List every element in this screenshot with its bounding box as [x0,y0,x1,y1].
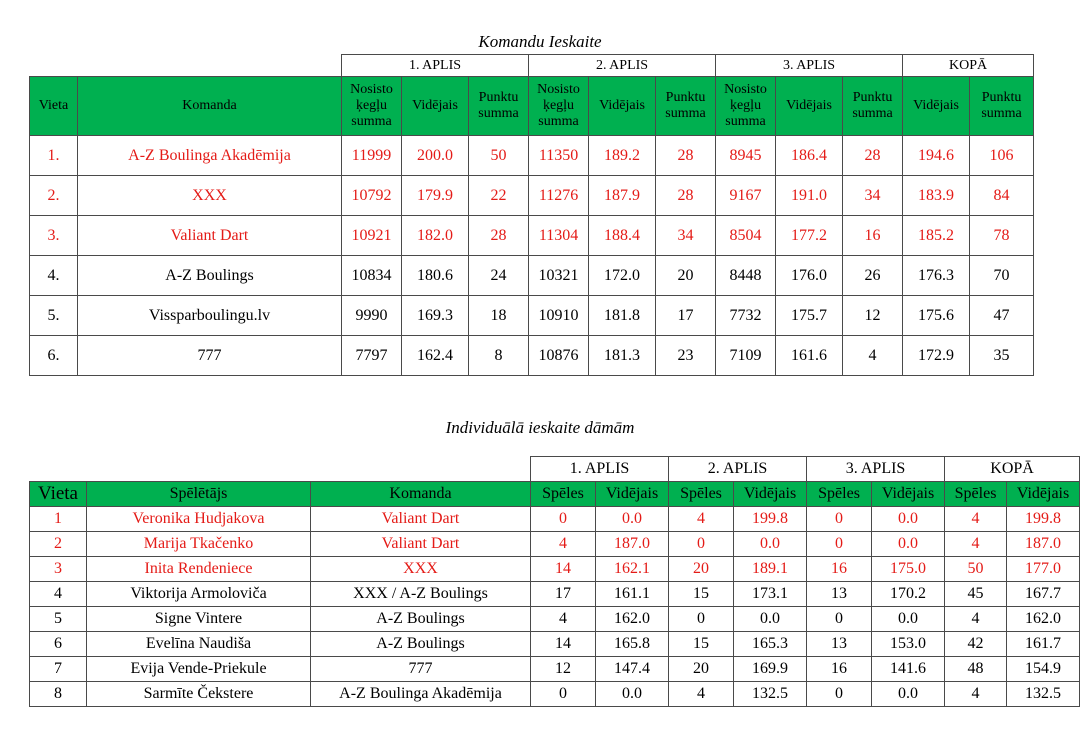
cell-average: 162.0 [1007,607,1080,632]
cell-place: 5 [30,607,87,632]
cell-games: 20 [669,657,734,682]
cell-pins: 10321 [529,256,589,296]
table-row [30,632,1080,657]
cell-games: 0 [807,532,872,557]
cell-points: 28 [843,136,903,176]
cell-team: Vissparboulingu.lv [78,296,342,336]
header-line: summa [538,114,579,129]
table-row [30,557,1080,582]
cell-pins: 9990 [342,296,402,336]
cell-place: 4. [30,256,78,296]
cell-average: 188.4 [589,216,656,256]
header-punktu-summa [656,77,716,136]
cell-pins: 10834 [342,256,402,296]
cell-average: 177.2 [776,216,843,256]
team-standings-title: Komandu Ieskaite [478,32,602,51]
table-row [30,296,1034,336]
cell-team: A-Z Boulings [78,256,342,296]
cell-games: 20 [669,557,734,582]
cell-games: 4 [669,682,734,707]
cell-total-points: 78 [970,216,1034,256]
cell-average: 165.3 [734,632,807,657]
header-punktu-summa [469,77,529,136]
header-videjais: Vidējais [903,77,970,136]
cell-total-average: 185.2 [903,216,970,256]
cell-total-average: 194.6 [903,136,970,176]
cell-points: 50 [469,136,529,176]
cell-pins: 7109 [716,336,776,376]
cell-pins: 8504 [716,216,776,256]
header-nosisto-keglu-summa [529,77,589,136]
cell-total-points: 35 [970,336,1034,376]
header-vieta: Vieta [30,77,78,136]
cell-player: Marija Tkačenko [87,532,311,557]
cell-average: 162.4 [402,336,469,376]
cell-games: 15 [669,632,734,657]
group-round-3: 3. APLIS [716,55,903,77]
header-videjais: Vidējais [1007,482,1080,507]
cell-average: 0.0 [734,607,807,632]
cell-games: 4 [669,507,734,532]
cell-place: 7 [30,657,87,682]
header-komanda: Komanda [78,77,342,136]
header-line: Punktu [665,90,706,105]
cell-games: 0 [531,682,596,707]
table-row [30,507,1080,532]
cell-place: 3 [30,557,87,582]
cell-games: 16 [807,657,872,682]
header-line: Nosisto [537,82,580,97]
cell-average: 181.3 [589,336,656,376]
cell-games: 50 [945,557,1007,582]
cell-average: 162.1 [596,557,669,582]
cell-average: 173.1 [734,582,807,607]
header-line: Punktu [981,90,1022,105]
cell-points: 12 [843,296,903,336]
header-speles: Spēles [669,482,734,507]
header-line: summa [981,106,1022,121]
cell-points: 34 [656,216,716,256]
cell-average: 199.8 [1007,507,1080,532]
table-row [30,607,1080,632]
cell-average: 141.6 [872,657,945,682]
cell-average: 0.0 [872,532,945,557]
cell-player: Signe Vintere [87,607,311,632]
group-round-1: 1. APLIS [531,457,669,482]
cell-total-points: 47 [970,296,1034,336]
cell-place: 8 [30,682,87,707]
cell-average: 176.0 [776,256,843,296]
cell-average: 180.6 [402,256,469,296]
header-videjais: Vidējais [776,77,843,136]
header-line: summa [478,106,519,121]
header-nosisto-keglu-summa [716,77,776,136]
cell-team: 777 [311,657,531,682]
group-round-3: 3. APLIS [807,457,945,482]
group-round-2: 2. APLIS [529,55,716,77]
cell-pins: 10876 [529,336,589,376]
cell-average: 153.0 [872,632,945,657]
cell-average: 154.9 [1007,657,1080,682]
cell-games: 45 [945,582,1007,607]
cell-games: 4 [531,532,596,557]
women-individual-table [29,456,1080,707]
cell-place: 6. [30,336,78,376]
cell-games: 0 [531,507,596,532]
header-line: Punktu [852,90,893,105]
cell-points: 20 [656,256,716,296]
table-row [30,136,1034,176]
cell-average: 200.0 [402,136,469,176]
header-komanda: Komanda [311,482,531,507]
cell-games: 4 [531,607,596,632]
header-nosisto-keglu-summa [342,77,402,136]
cell-pins: 8448 [716,256,776,296]
cell-team: XXX / A-Z Boulings [311,582,531,607]
round-group-header-row [30,457,1080,482]
cell-average: 179.9 [402,176,469,216]
cell-player: Sarmīte Čekstere [87,682,311,707]
cell-pins: 11276 [529,176,589,216]
table-row [30,176,1034,216]
cell-pins: 11350 [529,136,589,176]
cell-pins: 10910 [529,296,589,336]
header-line: ķegļu [355,98,388,113]
cell-pins: 11999 [342,136,402,176]
cell-games: 0 [807,507,872,532]
cell-pins: 11304 [529,216,589,256]
cell-total-points: 84 [970,176,1034,216]
cell-team: XXX [78,176,342,216]
table-row [30,582,1080,607]
cell-pins: 9167 [716,176,776,216]
header-line: Punktu [478,90,519,105]
column-header-row [30,482,1080,507]
cell-average: 0.0 [872,507,945,532]
cell-games: 14 [531,557,596,582]
cell-games: 13 [807,632,872,657]
cell-points: 4 [843,336,903,376]
cell-games: 0 [669,532,734,557]
cell-points: 26 [843,256,903,296]
cell-average: 191.0 [776,176,843,216]
cell-place: 1. [30,136,78,176]
cell-place: 1 [30,507,87,532]
cell-total-average: 175.6 [903,296,970,336]
cell-games: 14 [531,632,596,657]
header-punktu-summa [843,77,903,136]
cell-team: Valiant Dart [78,216,342,256]
header-speles: Spēles [531,482,596,507]
team-standings-table [29,54,1034,376]
cell-games: 12 [531,657,596,682]
cell-average: 187.0 [596,532,669,557]
cell-average: 132.5 [1007,682,1080,707]
table-row [30,682,1080,707]
cell-average: 182.0 [402,216,469,256]
header-videjais: Vidējais [734,482,807,507]
cell-games: 4 [945,507,1007,532]
header-line: summa [852,106,893,121]
cell-points: 28 [656,176,716,216]
cell-average: 0.0 [596,682,669,707]
cell-games: 4 [945,682,1007,707]
header-videjais: Vidējais [589,77,656,136]
cell-average: 189.2 [589,136,656,176]
cell-average: 169.3 [402,296,469,336]
cell-total-average: 172.9 [903,336,970,376]
cell-team: A-Z Boulings [311,607,531,632]
group-total: KOPĀ [903,55,1034,77]
table-row [30,657,1080,682]
cell-points: 34 [843,176,903,216]
cell-average: 186.4 [776,136,843,176]
column-header-row [30,77,1034,136]
cell-average: 177.0 [1007,557,1080,582]
group-round-1: 1. APLIS [342,55,529,77]
cell-average: 132.5 [734,682,807,707]
cell-team: A-Z Boulinga Akadēmija [78,136,342,176]
cell-points: 16 [843,216,903,256]
cell-average: 0.0 [596,507,669,532]
cell-average: 187.0 [1007,532,1080,557]
cell-team: Valiant Dart [311,507,531,532]
cell-player: Veronika Hudjakova [87,507,311,532]
cell-average: 161.7 [1007,632,1080,657]
table-row [30,256,1034,296]
header-line: summa [351,114,392,129]
cell-average: 169.9 [734,657,807,682]
header-line: Nosisto [350,82,393,97]
cell-team: 777 [78,336,342,376]
cell-team: A-Z Boulinga Akadēmija [311,682,531,707]
cell-team: XXX [311,557,531,582]
cell-team: A-Z Boulings [311,632,531,657]
cell-pins: 7797 [342,336,402,376]
cell-games: 16 [807,557,872,582]
cell-average: 181.8 [589,296,656,336]
cell-points: 18 [469,296,529,336]
cell-points: 28 [469,216,529,256]
cell-average: 187.9 [589,176,656,216]
group-round-2: 2. APLIS [669,457,807,482]
cell-points: 28 [656,136,716,176]
header-speletajs: Spēlētājs [87,482,311,507]
cell-player: Evelīna Naudiša [87,632,311,657]
cell-games: 48 [945,657,1007,682]
cell-place: 6 [30,632,87,657]
cell-place: 3. [30,216,78,256]
cell-average: 170.2 [872,582,945,607]
cell-average: 161.1 [596,582,669,607]
cell-place: 4 [30,582,87,607]
cell-total-points: 70 [970,256,1034,296]
cell-average: 199.8 [734,507,807,532]
cell-pins: 8945 [716,136,776,176]
cell-games: 4 [945,607,1007,632]
cell-average: 189.1 [734,557,807,582]
cell-total-average: 183.9 [903,176,970,216]
cell-games: 4 [945,532,1007,557]
header-speles: Spēles [807,482,872,507]
header-vieta: Vieta [30,482,87,507]
cell-points: 24 [469,256,529,296]
cell-games: 17 [531,582,596,607]
cell-place: 2. [30,176,78,216]
header-line: ķegļu [542,98,575,113]
table-row [30,336,1034,376]
cell-points: 8 [469,336,529,376]
cell-player: Viktorija Armoloviča [87,582,311,607]
cell-team: Valiant Dart [311,532,531,557]
header-line: Nosisto [724,82,767,97]
cell-points: 22 [469,176,529,216]
header-line: summa [725,114,766,129]
cell-points: 23 [656,336,716,376]
cell-average: 0.0 [872,607,945,632]
header-line: ķegļu [729,98,762,113]
cell-average: 161.6 [776,336,843,376]
header-line: summa [665,106,706,121]
cell-total-average: 176.3 [903,256,970,296]
group-total: KOPĀ [945,457,1080,482]
cell-average: 165.8 [596,632,669,657]
cell-average: 175.7 [776,296,843,336]
cell-average: 0.0 [872,682,945,707]
cell-average: 175.0 [872,557,945,582]
cell-games: 0 [807,682,872,707]
cell-games: 15 [669,582,734,607]
cell-average: 167.7 [1007,582,1080,607]
cell-games: 13 [807,582,872,607]
cell-pins: 7732 [716,296,776,336]
cell-player: Inita Rendeniece [87,557,311,582]
header-videjais: Vidējais [872,482,945,507]
table-row [30,532,1080,557]
cell-player: Evija Vende-Priekule [87,657,311,682]
cell-points: 17 [656,296,716,336]
header-speles: Spēles [945,482,1007,507]
cell-place: 5. [30,296,78,336]
cell-pins: 10921 [342,216,402,256]
cell-average: 172.0 [589,256,656,296]
cell-games: 42 [945,632,1007,657]
cell-place: 2 [30,532,87,557]
header-videjais: Vidējais [402,77,469,136]
women-individual-title: Individuālā ieskaite dāmām [445,418,635,437]
cell-average: 0.0 [734,532,807,557]
header-videjais: Vidējais [596,482,669,507]
cell-total-points: 106 [970,136,1034,176]
cell-games: 0 [807,607,872,632]
cell-average: 162.0 [596,607,669,632]
cell-games: 0 [669,607,734,632]
cell-average: 147.4 [596,657,669,682]
table-row [30,216,1034,256]
round-group-header-row [30,55,1034,77]
cell-pins: 10792 [342,176,402,216]
header-punktu-summa [970,77,1034,136]
